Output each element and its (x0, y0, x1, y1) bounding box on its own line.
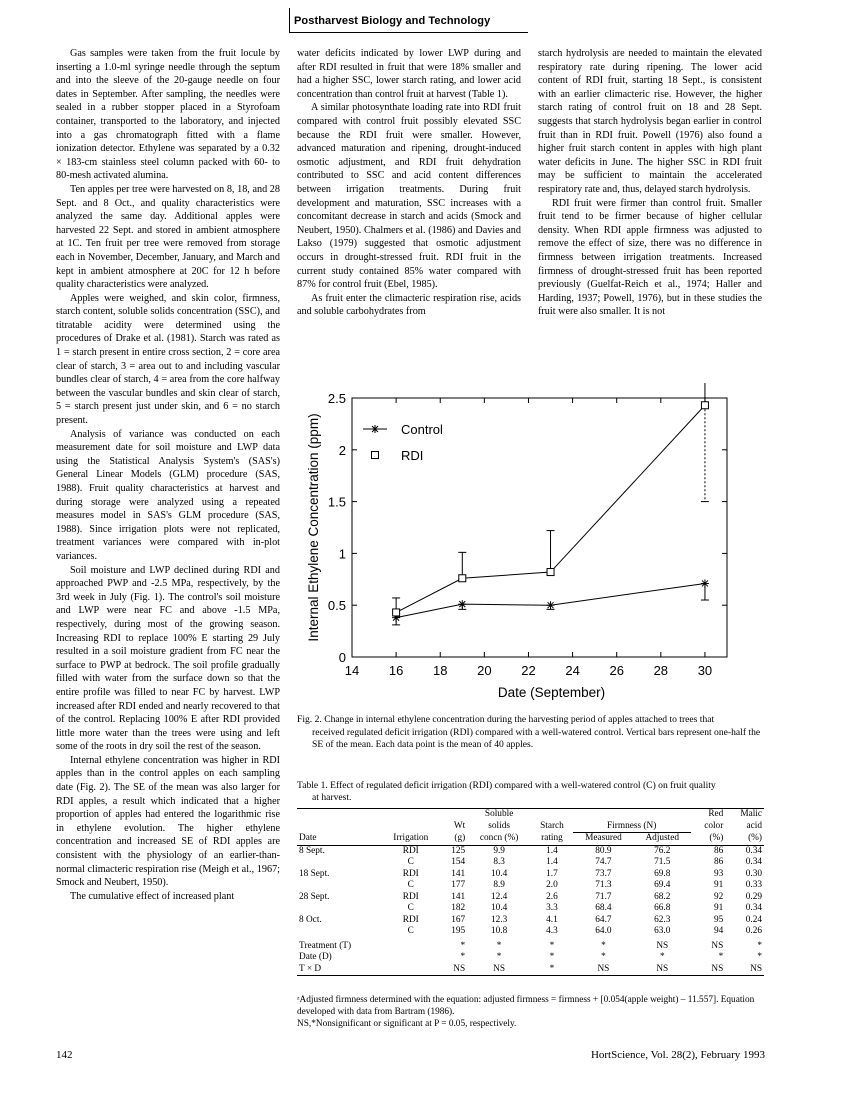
table-cell: NS (440, 964, 467, 976)
header-wt-unit: (g) (440, 833, 467, 846)
header-acid-unit: (%) (725, 833, 764, 846)
table-cell: 80.9 (595, 845, 612, 856)
x-tick-label: 18 (433, 663, 448, 678)
table-cell: 10.4 (490, 868, 508, 879)
table-cell: 66.8 (654, 903, 671, 913)
y-tick-label: 1.5 (327, 494, 346, 510)
table-cell: 68.2 (654, 891, 671, 902)
table-cell: 63.0 (654, 926, 671, 936)
table-cell: * (757, 940, 762, 951)
table-cell: 10.4 (490, 903, 508, 913)
table-cell: 195 (451, 926, 466, 936)
x-axis-title: Date (September) (497, 685, 606, 700)
table-cell: C (407, 880, 414, 890)
legend-label-control: Control (401, 422, 443, 437)
table-cell: 177 (451, 880, 466, 890)
table-cell: NS (634, 964, 691, 976)
table-cell: 86 (714, 857, 724, 867)
table-row (297, 845, 764, 857)
table-cell: 141 (451, 891, 466, 902)
table-row (297, 869, 764, 881)
legend-marker-rdi (372, 452, 379, 459)
paragraph: Internal ethylene concentration was higher in RDI apples than in the control apples on each sampling date (Fig. 2). The SE of the mean was also larger for RDI apples, a result which indicated that a higher proportion of apples had entered the logarithmic rise in ethylene evolution. The higher ethylene concentration and increased SE of RDI apples are consistent with the physiology of an earlier-than-normal climacteric respiration rise (Meigh et al., 1967; Smock and Neubert, 1950). (56, 754, 280, 889)
table-cell: 9.9 (493, 845, 505, 856)
table-cell: NS (725, 964, 764, 976)
header-measured: Measured (573, 833, 634, 846)
figure-caption-lead: Fig. 2. Change in internal ethylene concentration during the harvesting period of apples attached to trees that (297, 714, 715, 725)
table-cell: 95 (714, 914, 724, 925)
paragraph: starch hydrolysis are needed to maintain the elevated respiratory rate during ripening. The lower acid content of RDI fruit, starting 18 Sept., is consistent with an earlier climacteric rise. However, the higher starch rating of control fruit on 18 and 28 Sept. suggests that starch hydrolysis began earlier in control fruit than in RDI fruit. Powell (1976) also found a higher fruit starch content in apples with high plant water deficits in June. The higher SSC in RDI fruit may be sufficient to maintain the accelerated respiratory rate and, thus, delayed starch hydrolysis. (538, 48, 762, 195)
fruit-quality-table (297, 808, 764, 976)
table-cell: 4.1 (546, 914, 558, 925)
table-footnotes (297, 994, 765, 1031)
table-row (297, 926, 764, 938)
x-tick-label: 28 (653, 663, 669, 678)
table-header-row (297, 833, 764, 846)
text-column-2 (297, 47, 521, 319)
text-column-1 (56, 47, 280, 903)
x-tick-label: 20 (477, 663, 492, 678)
data-point-rdi (547, 569, 554, 576)
table-cell: * (757, 952, 762, 962)
x-tick-label: 16 (388, 663, 404, 678)
table-cell: 1.4 (546, 845, 558, 856)
page-number: 142 (56, 1049, 73, 1061)
table-cell: 64.7 (595, 914, 612, 925)
table-cell: 68.4 (595, 903, 612, 913)
table-row (297, 952, 764, 964)
table-cell: 0.33 (745, 880, 762, 890)
table-cell: 12.3 (490, 914, 508, 925)
table-cell: 2.0 (546, 880, 558, 890)
table-cell: 0.34 (745, 845, 762, 856)
table-cell (381, 938, 440, 953)
table-body (297, 845, 764, 976)
table-cell: 0.34 (745, 857, 762, 867)
table-cell (297, 857, 381, 869)
table-cell: * (659, 952, 665, 962)
table-cell: * (460, 940, 466, 951)
table-cell: * (601, 940, 606, 951)
header-color-unit: (%) (691, 833, 726, 846)
text-column-3 (538, 47, 762, 319)
table-cell (297, 903, 381, 915)
header-solids: solids (488, 820, 510, 831)
table-cell: 71.5 (654, 857, 671, 867)
running-header (289, 8, 528, 33)
table-cell: 64.0 (595, 926, 612, 936)
table-cell: 8 Sept. (299, 845, 325, 856)
table-header-row (297, 821, 764, 833)
table-cell (381, 964, 440, 976)
table-cell: RDI (402, 868, 419, 879)
table-title-lead: Table 1. Effect of regulated deficit irrigation (RDI) compared with a well-watered control (C) on fruit quality (297, 780, 716, 791)
y-tick-label: 0.5 (327, 598, 346, 614)
table-cell: * (718, 952, 724, 962)
table-cell: 92 (714, 891, 724, 902)
table-cell: 10.8 (490, 926, 508, 936)
table-cell: NS (691, 964, 726, 976)
table-cell: 69.8 (654, 868, 671, 879)
table-row (297, 880, 764, 892)
table-cell: NS (467, 964, 531, 976)
paragraph: RDI fruit were firmer than control fruit. Smaller fruit tend to be firmer because of higher cellular density. When RDI apple firmness was adjusted to remove the effect of size, there was no difference in firmness between irrigation treatments. Increased firmness of drought-stressed fruit has been reported previously (Guelfat-Reich et al., 1974; Haller and Harding, 1937; Powell, 1976), but in these studies the fruit were also smaller. It is not (538, 197, 762, 318)
table-cell: 91 (714, 903, 724, 913)
table-row (297, 903, 764, 915)
header-color: color (704, 820, 724, 831)
table-cell: 73.7 (595, 868, 612, 879)
paragraph: Gas samples were taken from the fruit locule by inserting a 1.0-ml syringe needle through the septum and into the sleeve of the 20-gauge needle on four dates in September. After sampling, the needles were sealed in a rubber stopper placed in a Styrofoam container, transported to the laboratory, and injected into a gas chromatograph fitted with a flame ionization detector. Ethylene was separated by a 0.32 × 183-cm stainless steel column packed with 60- to 80-mesh activated alumina. (56, 48, 280, 182)
header-starch: Starch (540, 820, 564, 831)
journal-citation: HortScience, Vol. 28(2), February 1993 (590, 1049, 765, 1061)
paragraph: Apples were weighed, and skin color, firmness, starch content, soluble solids concentration (SSC), and titratable acidity were determined using the procedures of Drake et al. (1981). Starch was rated as 1 = starch present in entire cross section, 2 = core area clear of starch, 3 = area out to and including vascular bundles clear of starch, 4 = area from the core halfway between the vascular bundles and skin clear of starch, 5 = starch present just under skin, and 6 = no starch present. (56, 292, 280, 427)
table-cell: 94 (714, 926, 724, 936)
table-cell: * (496, 940, 502, 951)
table-cell: 141 (451, 868, 466, 879)
table-cell: Date (D) (299, 952, 332, 962)
table-cell: RDI (402, 891, 419, 902)
paragraph: The cumulative effect of increased plant (70, 890, 235, 902)
y-tick-label: 0 (338, 650, 346, 665)
table-cell: NS (573, 964, 634, 976)
table-cell: 93 (714, 868, 724, 879)
paragraph: water deficits indicated by lower LWP during and after RDI resulted in fruit that were 18% smaller and had a higher SSC, lower starch rating, and lower acid concentration than control fruit at harvest (Table 1). (297, 48, 521, 100)
x-tick-label: 14 (344, 663, 360, 678)
table-cell: T × D (297, 964, 381, 976)
table-row (297, 857, 764, 869)
table-cell: * (531, 964, 573, 976)
table-cell: RDI (402, 845, 419, 856)
figure-caption (297, 714, 765, 752)
paragraph: Ten apples per tree were harvested on 8, 18, and 28 Sept. and 8 Oct., and quality characteristics were analyzed the same day. Additional apples were harvested 22 Sept. and stored in ambient atmosphere at 1C. Ten fruit per tree were removed from storage each in November, December, January, and March and kept in ambient atmosphere at 20C for 12 h before quality characteristics were analyzed. (56, 183, 280, 291)
header-adjusted: Adjusted (634, 833, 691, 846)
table-cell: 8.3 (493, 857, 505, 867)
header-irrigation: Irrigation (381, 833, 440, 846)
y-tick-label: 2 (338, 442, 346, 458)
table-cell: 0.26 (745, 926, 762, 936)
table-cell: 3.3 (546, 903, 558, 913)
y-tick-label: 1 (338, 546, 346, 562)
table-row (297, 964, 764, 976)
table-cell: 154 (451, 857, 466, 867)
table-cell: 167 (451, 914, 466, 925)
figure-caption-rest: received regulated deficit irrigation (RDI) compared with a well-watered control. Vertical bars represent one-half the SE of the mean. Each data point is the mean of 40 apples. (312, 726, 761, 751)
table-container (297, 808, 764, 976)
table-cell: 76.2 (654, 845, 671, 856)
table-cell (297, 880, 381, 892)
x-tick-label: 22 (521, 663, 536, 678)
table-cell: C (407, 857, 414, 867)
table-cell: C (407, 926, 414, 936)
table-cell: 8 Oct. (299, 914, 322, 925)
running-title: Postharvest Biology and Technology (294, 15, 491, 27)
paragraph: A similar photosynthate loading rate into RDI fruit compared with control fruit possibly elevated SSC because the RDI fruit were smaller. However, advanced maturation and ripening, drought-induced osmotic adjustment, and RDI fruit dehydration contributed to SSC and acid content differences between irrigation treatments. During fruit development and maturation, SSC increases with a concomitant decrease in starch and acids (Smock and Neubert, 1950). Chalmers et al. (1986) and Davies and Lakso (1979) suggested that osmotic adjustment occurs in drought-stressed fruit. RDI fruit in the current study contained 85% water compared with 87% for control fruit (Ebel, 1985). (297, 102, 521, 291)
table-cell: * (460, 952, 466, 962)
table-cell: 74.7 (595, 857, 612, 867)
data-point-rdi (393, 609, 400, 616)
chart-canvas (295, 383, 765, 708)
paragraph: As fruit enter the climacteric respiration rise, acids and soluble carbohydrates from (297, 292, 521, 318)
table-cell: 71.7 (595, 891, 612, 902)
table-row (297, 892, 764, 904)
table-cell: 125 (451, 845, 466, 856)
table-row (297, 915, 764, 927)
footnote-adjusted-firmness: ᶻAdjusted firmness determined with the equation: adjusted firmness = firmness + [0.054(apple weight) – 11.557]. Equation developed with data from Bartram (1986). (297, 995, 755, 1018)
header-rating: rating (531, 833, 573, 846)
x-tick-label: 24 (565, 663, 580, 678)
table-header-row (297, 809, 764, 821)
header-date: Date (297, 833, 381, 846)
table-title-rest: at harvest. (312, 792, 352, 804)
table-cell: 86 (714, 845, 724, 856)
header-red: Red (691, 809, 726, 821)
table-cell: * (549, 952, 555, 962)
header-soluble: Soluble (467, 809, 531, 821)
table-cell: 28 Sept. (299, 891, 330, 902)
table-cell: NS (656, 940, 669, 951)
table-cell: 69.4 (654, 880, 671, 890)
paragraph: Soil moisture and LWP declined during RDI and approached PWP and -2.5 MPa, respectively, by the 3rd week in July (Fig. 1). The control's soil moisture and LWP were near FC and above -1.5 MPa, respectively, during most of the growing season. Increasing RDI to replace 100% E starting 29 July resulted in a soil moisture gradient from FC near the surface to PWP at bedrock. The soil profile gradually filled with water from the surface down so that the entire profile was filled to near FC by harvest. LWP increased after RDI ended and nearly recovered to that of the control. Replacing 100% E after RDI provided little more water than the trees were using and left some of the roots in dry soil the rest of the season. (56, 564, 280, 753)
header-concn: concn (%) (467, 833, 531, 846)
table-cell: 2.6 (546, 891, 558, 902)
table-cell: 18 Sept. (299, 868, 330, 879)
table-cell (297, 926, 381, 938)
table-cell: NS (711, 940, 724, 951)
table-cell: * (496, 952, 502, 962)
header-malic: Malic (725, 809, 764, 821)
table-cell: 0.29 (745, 891, 762, 902)
footnote-significance: NS,*Nonsignificant or significant at P = 0.05, respectively. (297, 1019, 517, 1030)
y-tick-label: 2.5 (327, 391, 346, 406)
header-wt: Wt (453, 820, 466, 831)
table-cell (381, 952, 440, 964)
table-cell: 0.30 (745, 868, 762, 879)
table-cell: 1.7 (546, 868, 558, 879)
table-cell: 182 (451, 903, 466, 913)
table-cell: Treatment (T) (299, 940, 352, 951)
table-cell: * (601, 952, 606, 962)
legend-label-rdi: RDI (401, 448, 424, 463)
table-cell: 1.4 (546, 857, 558, 867)
table-title (297, 780, 767, 805)
header-firmness: Firmness (N) (573, 821, 691, 833)
table-cell: 8.9 (493, 880, 505, 890)
table-cell: 12.4 (490, 891, 508, 902)
data-point-rdi (701, 402, 708, 409)
x-tick-label: 26 (609, 663, 624, 678)
x-tick-label: 30 (697, 663, 713, 678)
table-cell: C (407, 903, 414, 913)
y-axis-title: Internal Ethylene Concentration (ppm) (306, 413, 321, 642)
table-cell: * (549, 940, 555, 951)
table-cell: 71.3 (595, 880, 612, 890)
table-cell: 91 (714, 880, 724, 890)
table-cell: RDI (402, 914, 419, 925)
ethylene-chart (295, 383, 765, 708)
data-point-rdi (459, 575, 466, 582)
table-cell: 62.3 (654, 914, 671, 925)
paragraph: Analysis of variance was conducted on each measurement date for soil moisture and LWP data using the Statistical Analysis System's (SAS's) General Linear Models (GLM) procedure (SAS, 1988). Fruit quality characteristics at harvest and during storage were analyzed using a repeated measures model in SAS's GLM procedure (SAS, 1988). Since irrigation plots were not replicated, treatment variances were compared with in-plot variances. (56, 428, 280, 562)
table-cell: 0.34 (745, 903, 762, 913)
header-acid: acid (746, 820, 762, 831)
table-cell: 4.3 (546, 926, 558, 936)
table-row (297, 938, 764, 953)
table-cell: 0.24 (745, 914, 762, 925)
